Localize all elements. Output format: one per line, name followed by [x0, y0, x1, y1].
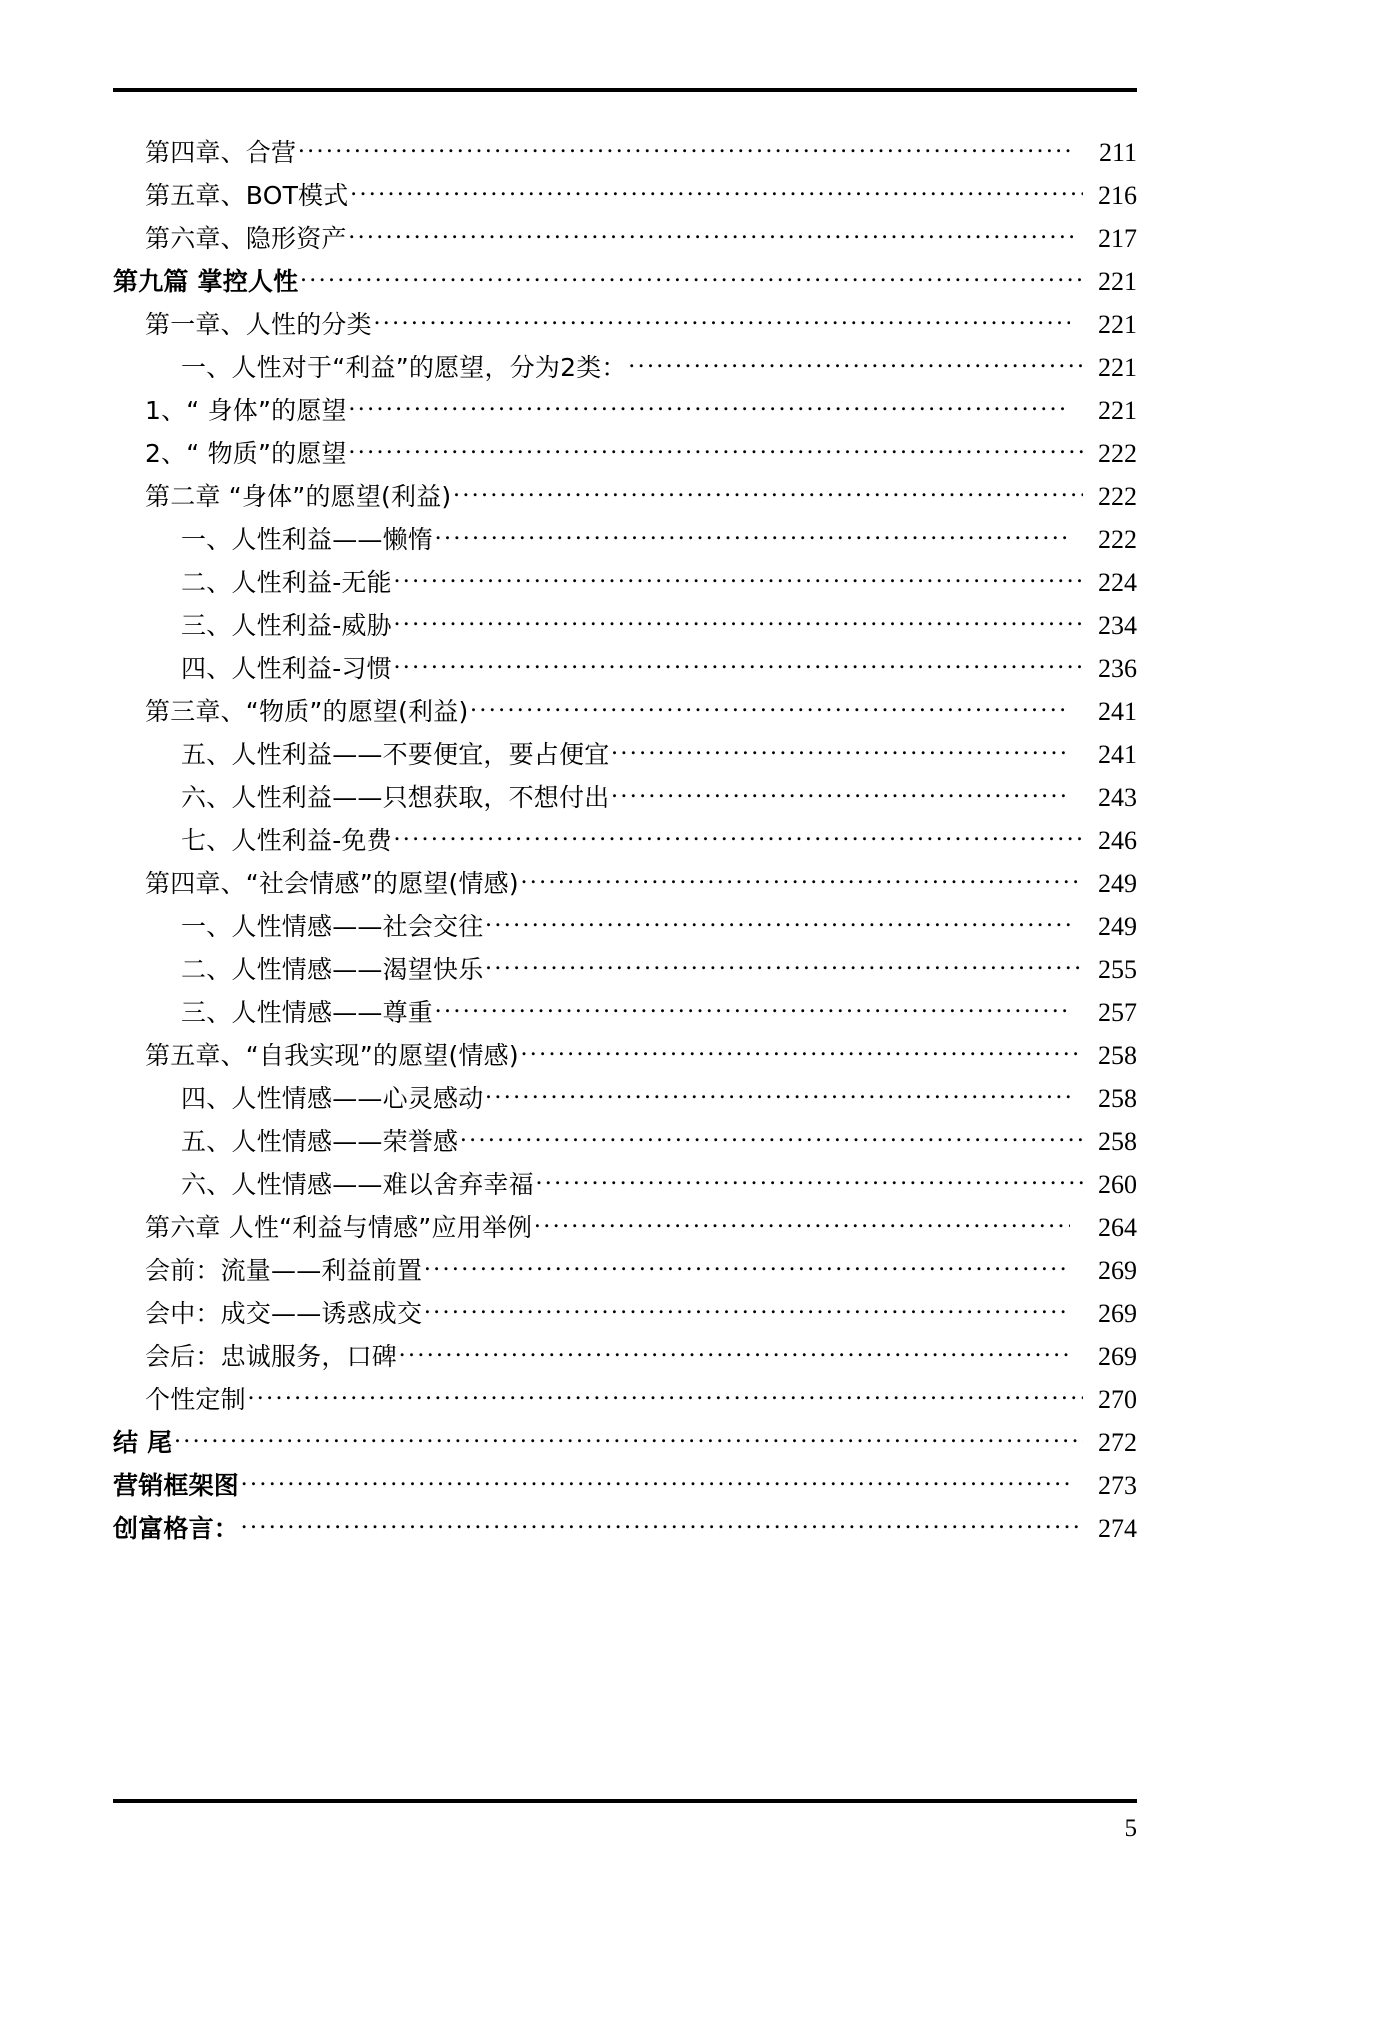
toc-dot-leader: [300, 271, 1083, 297]
toc-entry-label: 第四章、“社会情感”的愿望(情感): [145, 869, 519, 898]
page-number: 5: [1124, 1815, 1137, 1842]
toc-entry-label: 二、人性利益-无能: [181, 568, 392, 597]
toc-entry-page-number: 234: [1098, 611, 1137, 640]
toc-entry-page-number: 243: [1098, 783, 1137, 812]
toc-entry[interactable]: [113, 692, 1137, 735]
toc-entry-page-number: 258: [1098, 1041, 1137, 1070]
toc-entry[interactable]: [113, 477, 1137, 520]
toc-entry[interactable]: [113, 391, 1137, 434]
toc-entry[interactable]: [113, 993, 1137, 1036]
toc-entry[interactable]: [113, 735, 1137, 778]
toc-entry[interactable]: [113, 1165, 1137, 1208]
toc-entry[interactable]: [113, 1208, 1137, 1251]
toc-entry[interactable]: [113, 219, 1137, 262]
toc-dot-leader: [521, 873, 1083, 899]
header-rule: [113, 88, 1137, 92]
toc-entry[interactable]: [113, 778, 1137, 821]
toc-entry-page-number: 264: [1098, 1213, 1137, 1242]
toc-entry[interactable]: [113, 1509, 1137, 1552]
toc-entry[interactable]: [113, 1079, 1137, 1122]
toc-entry[interactable]: [113, 1337, 1137, 1380]
toc-entry-page-number: 249: [1098, 869, 1137, 898]
toc-entry-page-number: 217: [1098, 224, 1137, 253]
toc-entry[interactable]: [113, 606, 1137, 649]
toc-dot-leader: [394, 658, 1083, 684]
toc-entry[interactable]: [113, 1251, 1137, 1294]
toc-entry[interactable]: [113, 434, 1137, 477]
toc-entry-label: 四、人性情感——心灵感动: [181, 1084, 484, 1113]
toc-entry[interactable]: [113, 1036, 1137, 1079]
toc-dot-leader: [174, 1432, 1083, 1458]
toc-entry-label: 第五章、“自我实现”的愿望(情感): [145, 1041, 519, 1070]
toc-entry-label: 五、人性情感——荣誉感: [181, 1127, 459, 1156]
toc-entry-page-number: 257: [1098, 998, 1137, 1027]
toc-dot-leader: [536, 1174, 1083, 1200]
toc-entry[interactable]: [113, 1294, 1137, 1337]
toc-dot-leader: [241, 1518, 1083, 1544]
toc-dot-leader: [349, 443, 1083, 469]
toc-entry[interactable]: [113, 864, 1137, 907]
toc-entry-label: 2、“ 物质”的愿望: [145, 439, 347, 468]
toc-entry-page-number: 273: [1098, 1471, 1137, 1500]
toc-dot-leader: [470, 701, 1070, 727]
toc-entry-label: 三、人性利益-威胁: [181, 611, 392, 640]
toc-dot-leader: [534, 1217, 1070, 1243]
toc-entry[interactable]: [113, 649, 1137, 692]
toc-entry-label: 七、人性利益-免费: [181, 826, 392, 855]
toc-dot-leader: [521, 1045, 1083, 1071]
toc-entry-page-number: 255: [1098, 955, 1137, 984]
toc-entry-label: 会中：成交——诱惑成交: [145, 1299, 423, 1328]
toc-dot-leader: [298, 142, 1070, 168]
toc-entry[interactable]: [113, 821, 1137, 864]
toc-entry-page-number: 222: [1098, 439, 1137, 468]
toc-entry-page-number: 236: [1098, 654, 1137, 683]
toc-entry-label: 结 尾: [113, 1428, 173, 1457]
toc-entry-page-number: 221: [1098, 353, 1137, 382]
toc-entry[interactable]: [113, 907, 1137, 950]
toc-entry[interactable]: [113, 348, 1137, 391]
toc-dot-leader: [629, 357, 1083, 383]
toc-entry-label: 六、人性情感——难以舍弃幸福: [181, 1170, 534, 1199]
toc-dot-leader: [485, 959, 1083, 985]
toc-dot-leader: [350, 185, 1083, 211]
toc-entry-label: 会前：流量——利益前置: [145, 1256, 423, 1285]
toc-entry[interactable]: [113, 133, 1137, 176]
toc-entry[interactable]: [113, 950, 1137, 993]
toc-entry-label: 第三章、“物质”的愿望(利益): [145, 697, 469, 726]
toc-entry-page-number: 246: [1098, 826, 1137, 855]
toc-dot-leader: [349, 400, 1070, 426]
toc-dot-leader: [485, 1088, 1070, 1114]
toc-entry-label: 1、“ 身体”的愿望: [145, 396, 347, 425]
toc-entry-label: 会后：忠诚服务，口碑: [145, 1342, 398, 1371]
toc-entry-page-number: 270: [1098, 1385, 1137, 1414]
toc-dot-leader: [485, 916, 1070, 942]
toc-entry-page-number: 241: [1098, 697, 1137, 726]
toc-dot-leader: [611, 787, 1070, 813]
toc-entry-label: 第一章、人性的分类: [145, 310, 372, 339]
toc-entry-label: 第九篇 掌控人性: [113, 267, 299, 296]
toc-entry[interactable]: [113, 176, 1137, 219]
toc-entry-label: 第二章 “身体”的愿望(利益): [145, 482, 452, 511]
toc-entry-label: 二、人性情感——渴望快乐: [181, 955, 484, 984]
toc-entry[interactable]: [113, 1466, 1137, 1509]
toc-entry[interactable]: [113, 520, 1137, 563]
toc-entry-label: 一、人性情感——社会交往: [181, 912, 484, 941]
toc-dot-leader: [394, 830, 1083, 856]
toc-entry-label: 个性定制: [145, 1385, 246, 1414]
toc-entry-label: 创富格言：: [113, 1514, 240, 1543]
toc-entry-label: 一、人性利益——懒惰: [181, 525, 434, 554]
toc-entry-page-number: 258: [1098, 1084, 1137, 1113]
toc-entry-page-number: 222: [1098, 482, 1137, 511]
toc-entry-page-number: 269: [1098, 1342, 1137, 1371]
table-of-contents-list: [113, 133, 1137, 1552]
toc-entry-label: 第六章、隐形资产: [145, 224, 347, 253]
toc-entry-label: 五、人性利益——不要便宜，要占便宜: [181, 740, 610, 769]
toc-dot-leader: [424, 1260, 1070, 1286]
toc-dot-leader: [424, 1303, 1070, 1329]
toc-entry[interactable]: [113, 563, 1137, 606]
toc-entry[interactable]: [113, 1122, 1137, 1165]
toc-entry-page-number: 221: [1098, 310, 1137, 339]
toc-entry-page-number: 249: [1098, 912, 1137, 941]
toc-entry-label: 第六章 人性“利益与情感”应用举例: [145, 1213, 533, 1242]
toc-entry-page-number: 272: [1098, 1428, 1137, 1457]
toc-entry-label: 四、人性利益-习惯: [181, 654, 392, 683]
toc-entry-page-number: 221: [1098, 396, 1137, 425]
toc-dot-leader: [460, 1131, 1083, 1157]
toc-entry-label: 第四章、合营: [145, 138, 297, 167]
toc-dot-leader: [349, 228, 1077, 254]
toc-dot-leader: [394, 615, 1083, 641]
toc-dot-leader: [611, 744, 1070, 770]
toc-dot-leader: [248, 1389, 1083, 1415]
toc-entry[interactable]: [113, 305, 1137, 348]
toc-entry-page-number: 221: [1098, 267, 1137, 296]
toc-entry-page-number: 274: [1098, 1514, 1137, 1543]
toc-entry-page-number: 269: [1098, 1299, 1137, 1328]
toc-entry-label: 六、人性利益——只想获取，不想付出: [181, 783, 610, 812]
toc-entry-page-number: 258: [1098, 1127, 1137, 1156]
toc-dot-leader: [399, 1346, 1070, 1372]
footer-rule: [113, 1799, 1137, 1803]
toc-entry-page-number: 216: [1098, 181, 1137, 210]
toc-entry[interactable]: [113, 262, 1137, 305]
toc-entry-label: 三、人性情感——尊重: [181, 998, 434, 1027]
toc-dot-leader: [374, 314, 1070, 340]
toc-entry-page-number: 222: [1098, 525, 1137, 554]
toc-dot-leader: [241, 1475, 1070, 1501]
toc-entry-label: 第五章、BOT模式: [145, 181, 349, 210]
toc-entry[interactable]: [113, 1423, 1137, 1466]
toc-entry-label: 营销框架图: [113, 1471, 240, 1500]
toc-entry-page-number: 211: [1098, 138, 1137, 167]
toc-dot-leader: [453, 486, 1083, 512]
toc-dot-leader: [394, 572, 1083, 598]
toc-entry-label: 一、人性对于“利益”的愿望，分为2类：: [181, 353, 627, 382]
toc-entry-page-number: 260: [1098, 1170, 1137, 1199]
toc-entry[interactable]: [113, 1380, 1137, 1423]
toc-dot-leader: [435, 529, 1070, 555]
toc-entry-page-number: 224: [1098, 568, 1137, 597]
toc-entry-page-number: 269: [1098, 1256, 1137, 1285]
toc-entry-page-number: 241: [1098, 740, 1137, 769]
toc-dot-leader: [435, 1002, 1070, 1028]
